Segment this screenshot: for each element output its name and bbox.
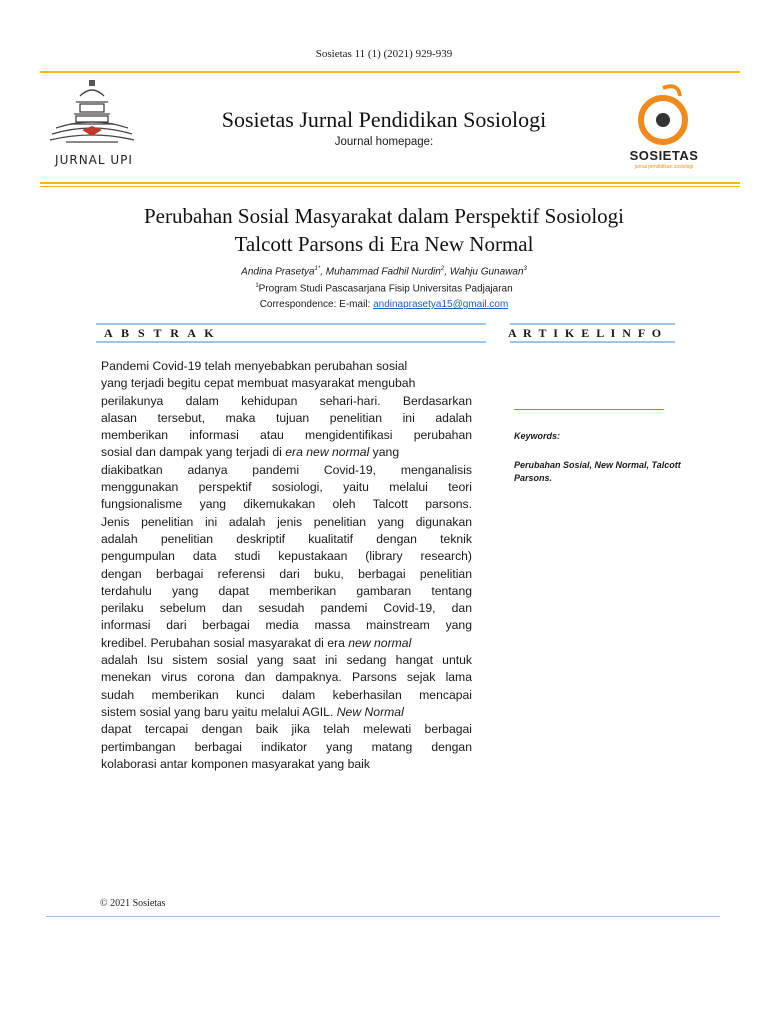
artikel-info-rule-bottom [510,341,675,343]
abstract-line: informasi dari berbagai media massa mainstream yang [101,618,472,633]
header-rule-top [40,71,740,73]
abstract-line: fungsionalisme yang dikemukakan oleh Talcott parsons. [101,497,472,512]
abstrak-heading: A B S T R A K [104,326,217,340]
abstract-line-text: kredibel. Perubahan sosial masyarakat di era [101,635,349,650]
keywords-rule [514,409,664,410]
abstract-line: dengan berbagai referensi dari buku, berbagai penelitian [101,566,472,581]
abstract-line: adalah penelitian deskriptif kualitatif dengan teknik [101,531,472,546]
abstrak-rule-top [96,323,486,325]
copyright: © 2021 Sosietas [100,898,166,909]
abstract-line [101,704,472,721]
keywords-value: Perubahan Sosial, New Normal, Talcott Parsons. [514,460,681,483]
abstract-line: diakibatkan adanya pandemi Covid-19, menganalisis [101,462,472,477]
author-2: Muhammad Fadhil Nurdin [325,266,441,278]
abstract-italic-era-new-normal: era new normal [285,445,370,460]
abstract-line: dapat tercapai dengan baik jika telah melewati berbagai [101,722,472,737]
author-1-sup: 1* [314,266,321,272]
affiliation [0,283,768,294]
footer-rule [46,916,720,917]
abstract-line: pertimbangan berbagai indikator yang matang dengan [101,739,472,754]
correspondence [0,299,768,310]
abstract-line: Jenis penelitian ini adalah jenis penelitian yang digunakan [101,514,472,529]
abstract-line: yang terjadi begitu cepat membuat masyarakat mengubah [101,376,416,391]
abstract-body [101,358,472,773]
artikel-info-heading: A R T I K E L I N F O [508,326,664,340]
abstract-line-text-end: yang [369,445,400,460]
abstract-line: sudah memberikan kunci dalam keberhasilan mencapai [101,687,472,702]
abstract-line: adalah Isu sistem sosial yang saat ini sedang hangat untuk [101,653,472,668]
abstract-line: Pandemi Covid-19 telah menyebabkan perubahan sosial [101,359,408,373]
journal-citation: Sosietas 11 (1) (2021) 929-939 [315,48,453,60]
author-sep-1: , [320,266,326,278]
correspondence-email-link[interactable]: andinaprasetya15@gmail.com [373,299,509,310]
jurnal-upi-logo-text: JURNAL UPI [55,153,133,167]
author-list [0,266,768,277]
header-rule-bottom [40,182,740,184]
correspondence-label: Correspondence: E-mail: [259,299,374,310]
author-1: Andina Prasetya [241,266,315,278]
author-3: Wahju Gunawan [449,266,524,278]
abstract-line: memberikan informasi atau mengidentifikasi perubahan [101,428,472,443]
affiliation-sup: 1 [255,283,259,289]
abstract-line: menekan virus corona dan dampaknya. Parsons sejak lama [101,670,472,685]
author-3-sup: 3 [523,266,527,272]
author-2-sup: 2 [440,266,445,272]
abstract-line [101,444,472,461]
abstract-line: alasan tersebut, maka tujuan penelitian ini adalah [101,410,472,425]
abstract-italic-New-Normal: New Normal [336,704,404,719]
header-rule-bottom-thin [40,186,740,187]
abstract-line: kolaborasi antar komponen masyarakat yang baik [101,756,370,771]
abstract-line: menggunakan perspektif sosiologi, yaitu melalui teori [101,480,472,495]
paper-title [0,202,768,258]
abstract-line: perilakunya dalam kehidupan sehari-hari. Berdasarkan [101,393,472,408]
paper-title-line-2: Talcott Parsons di Era New Normal [234,232,534,256]
paper-title-line-1: Perubahan Sosial Masyarakat dalam Perspektif Sosiologi [144,204,624,228]
abstract-line: terdahulu yang dapat memberikan gambaran tentang [101,583,472,598]
artikel-info-rule-top [510,323,675,325]
abstract-line: pengumpulan data studi kepustakaan (library research) [101,549,472,564]
sosietas-logo-name: SOSIETAS [629,148,699,163]
abstract-line-text: sistem sosial yang baru yaitu melalui AGIL. [101,704,337,719]
abstract-line-text: sosial dan dampak yang terjadi di [101,445,286,460]
sosietas-logo-subtitle: jurnal pendidikan sosiologi [634,164,694,170]
sosietas-logo [618,80,708,150]
abstract-line [101,635,472,652]
affiliation-text: Program Studi Pascasarjana Fisip Universitas Padjajaran [258,283,513,295]
journal-homepage-label: Journal homepage: [334,136,434,148]
abstrak-rule-bottom [96,341,486,343]
journal-title: Sosietas Jurnal Pendidikan Sosiologi [221,107,547,132]
abstract-line: perilaku sebelum dan sesudah pandemi Covid-19, dan [101,601,472,616]
abstract-italic-new-normal: new normal [348,635,412,650]
author-sep-2: , [444,266,450,278]
keywords-label: Keywords: [514,431,561,441]
